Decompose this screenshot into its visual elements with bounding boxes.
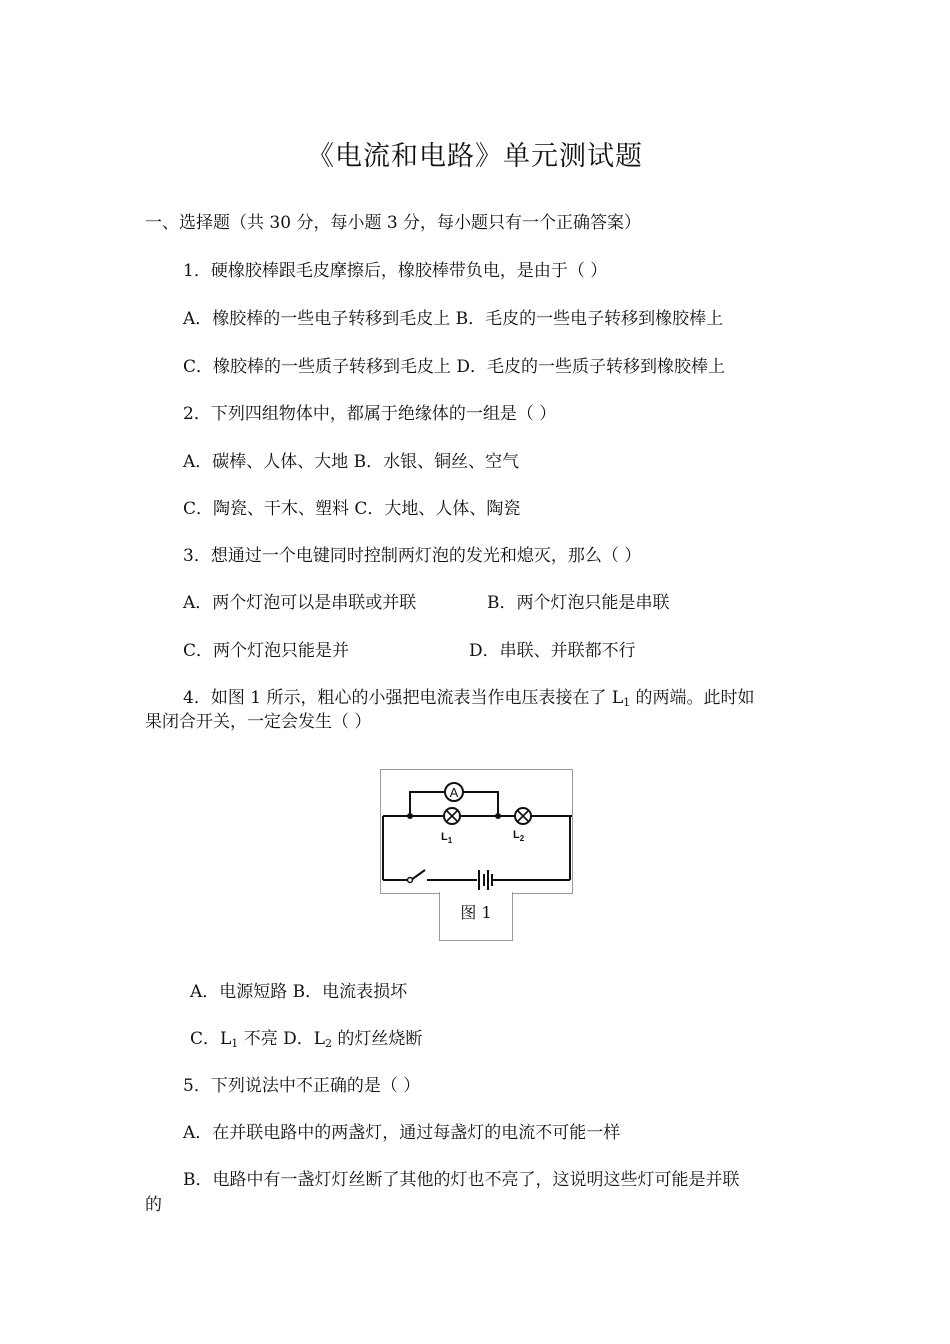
ammeter-label: A xyxy=(449,785,459,800)
figure-caption: 图 1 xyxy=(460,903,492,922)
circuit-figure xyxy=(380,769,573,894)
question-5-stem: 5．下列说法中不正确的是（ ） xyxy=(183,1076,421,1096)
lamp-1-icon xyxy=(441,808,460,845)
question-2-options-ab: A．碳棒、人体、大地 B．水银、铜丝、空气 xyxy=(183,452,520,472)
question-4-stem-line2: 果闭合开关，一定会发生（ ） xyxy=(145,712,372,732)
ammeter-icon xyxy=(445,783,463,801)
lamp-1-sub: 1 xyxy=(447,836,453,845)
question-2-options-cd: C．陶瓷、干木、塑料 C．大地、人体、陶瓷 xyxy=(183,499,521,519)
question-4-c-pre: C．L xyxy=(190,1029,232,1049)
question-3-stem: 3．想通过一个电键同时控制两灯泡的发光和熄灭，那么（ ） xyxy=(183,546,642,566)
circuit-diagram xyxy=(381,770,572,893)
question-4-c-mid: 不亮 D．L xyxy=(238,1029,326,1049)
question-1-options-cd: C．橡胶棒的一些质子转移到毛皮上 D．毛皮的一些质子转移到橡胶棒上 xyxy=(183,357,726,377)
question-4-c-sub: 1 xyxy=(231,1037,239,1050)
question-3-option-a: A．两个灯泡可以是串联或并联 xyxy=(183,593,417,613)
svg-text:L2 xyxy=(513,829,525,843)
question-5-option-b-line1: B．电路中有一盏灯灯丝断了其他的灯也不亮了，这说明这些灯可能是并联 xyxy=(183,1170,740,1190)
question-1-options-ab: A．橡胶棒的一些电子转移到毛皮上 B．毛皮的一些电子转移到橡胶棒上 xyxy=(183,309,724,329)
question-4-d-post: 的灯丝烧断 xyxy=(332,1029,423,1049)
switch-pivot xyxy=(408,878,413,883)
question-4-stem-pre: 4．如图 1 所示，粗心的小强把电流表当作电压表接在了 L xyxy=(183,688,624,708)
question-3-option-c: C．两个灯泡只能是并 xyxy=(183,641,350,661)
junction-dot xyxy=(407,813,413,819)
svg-text:L1 xyxy=(441,831,453,845)
question-4-options-cd xyxy=(190,1027,422,1056)
lamp-2-sub: 2 xyxy=(519,834,525,843)
page-title: 《电流和电路》单元测试题 xyxy=(307,141,643,172)
question-5-option-b-line2: 的 xyxy=(145,1195,162,1215)
question-4-stem-post: 的两端。此时如 xyxy=(630,688,755,708)
section-heading: 一、选择题（共 30 分，每小题 3 分，每小题只有一个正确答案） xyxy=(145,213,642,233)
question-4-d-sub: 2 xyxy=(325,1037,333,1050)
question-4-stem-sub: 1 xyxy=(623,696,631,709)
question-3-option-d: D．串联、并联都不行 xyxy=(469,641,636,661)
lamp-1-letter: L xyxy=(441,831,448,843)
question-4-options-ab: A．电源短路 B．电流表损坏 xyxy=(190,982,408,1002)
question-3-option-b: B．两个灯泡只能是串联 xyxy=(487,593,670,613)
lamp-2-letter: L xyxy=(513,829,520,841)
question-1-stem: 1．硬橡胶棒跟毛皮摩擦后，橡胶棒带负电，是由于（ ） xyxy=(183,261,608,281)
question-2-stem: 2．下列四组物体中，都属于绝缘体的一组是（ ） xyxy=(183,404,557,424)
lamp-2-icon xyxy=(513,808,531,843)
junction-dot xyxy=(495,813,501,819)
question-5-option-a: A．在并联电路中的两盏灯，通过每盏灯的电流不可能一样 xyxy=(183,1123,621,1143)
figure-caption-box xyxy=(439,892,513,941)
